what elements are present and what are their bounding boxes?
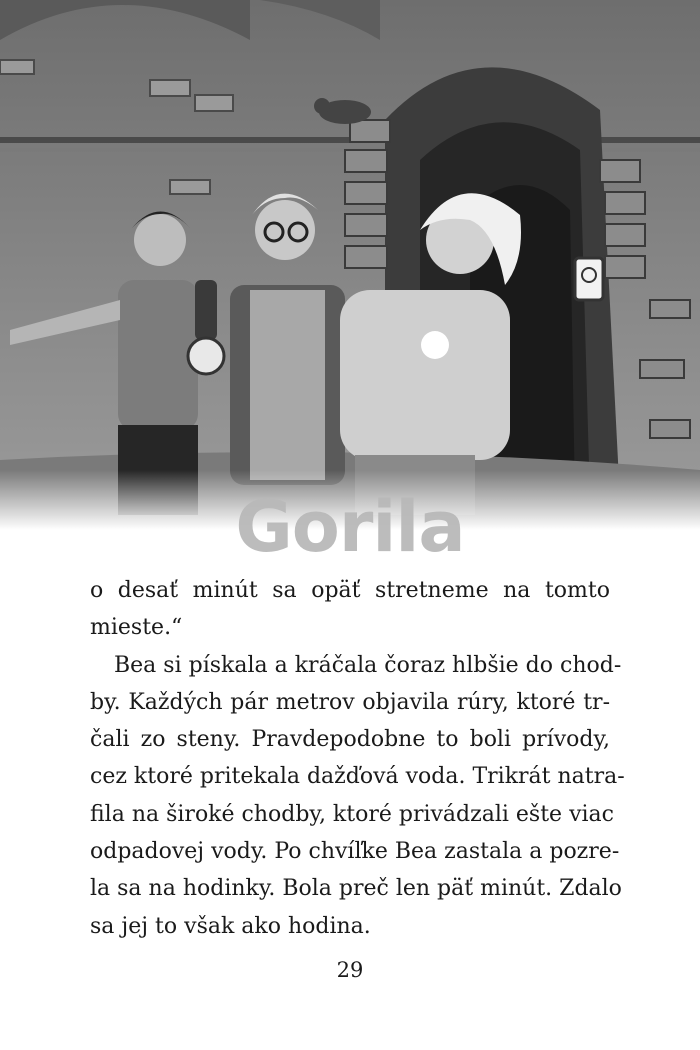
- text-line: čali zo steny. Pravdepodobne to boli prívody,: [90, 727, 610, 753]
- text-line: la sa na hodinky. Bola preč len päť minút. Zdalo: [90, 876, 622, 902]
- text-line: o desať minút sa opäť stretneme na tomto: [90, 578, 610, 603]
- paragraph-1: [90, 572, 610, 647]
- text-line: odpadovej vody. Po chvíľke Bea zastala a pozre-: [90, 839, 620, 865]
- paragraph-2: [90, 647, 625, 945]
- body-text: [90, 572, 625, 945]
- publisher-watermark: Gorila: [235, 486, 465, 568]
- text-line: mieste.“: [90, 615, 183, 641]
- text-line: cez ktoré pritekala dažďová voda. Trikrát natra-: [90, 764, 625, 790]
- text-line: sa jej to však ako hodina.: [90, 913, 371, 939]
- text-line: fila na široké chodby, ktoré privádzali ešte viac: [90, 801, 614, 827]
- text-line: Bea si pískala a kráčala čoraz hlbšie do chod-: [114, 652, 622, 678]
- text-line: by. Každých pár metrov objavila rúry, ktoré tr-: [90, 689, 610, 715]
- page-number: 29: [336, 958, 364, 982]
